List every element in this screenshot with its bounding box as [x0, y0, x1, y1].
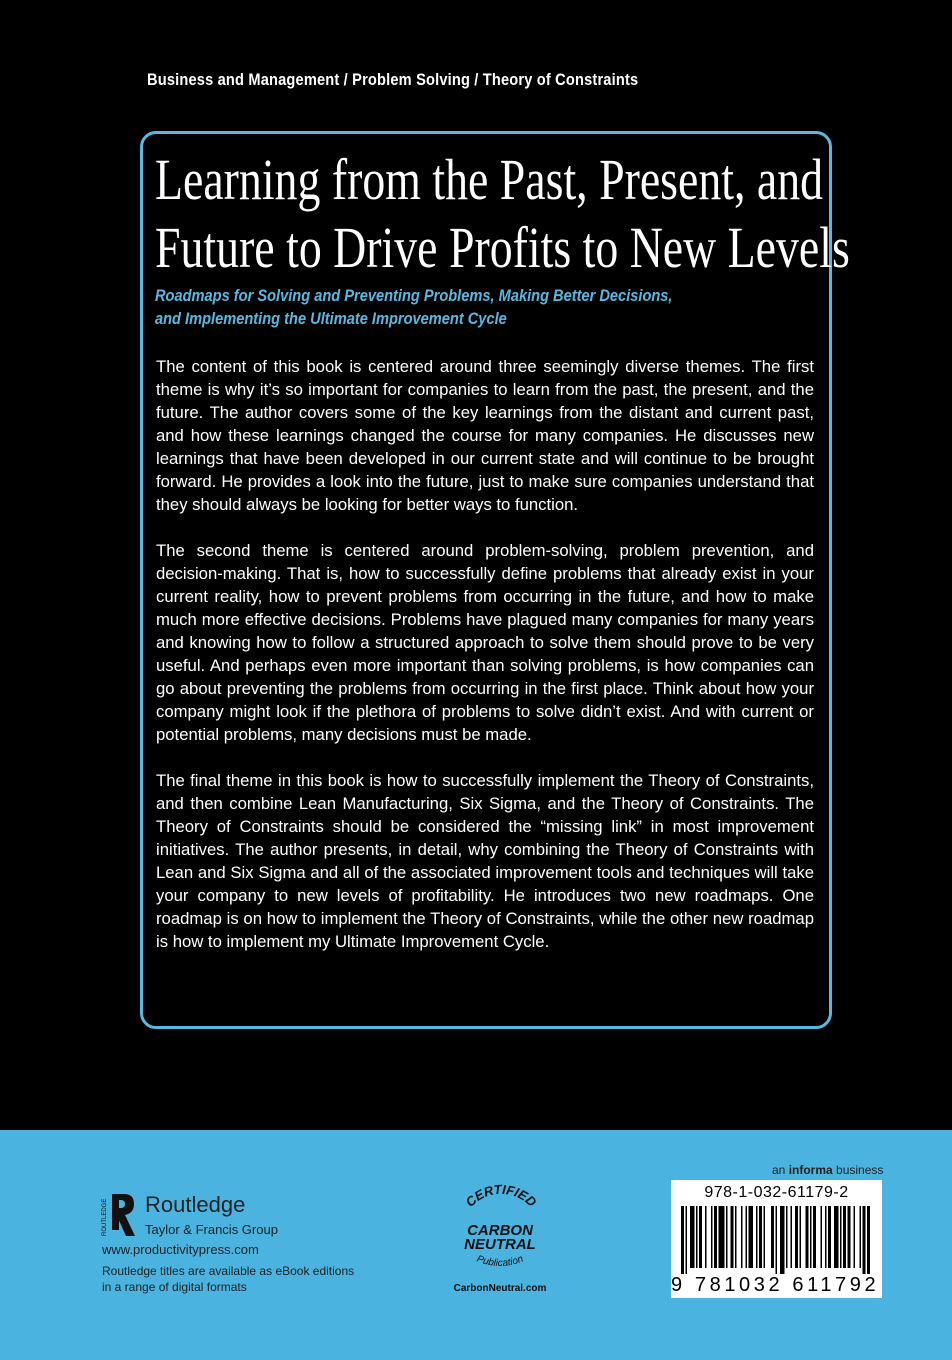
description: [156, 355, 814, 976]
barcode-bar: [686, 1206, 688, 1274]
barcode-bar: [776, 1206, 778, 1274]
barcode-bar: [759, 1206, 762, 1268]
carbon-word: CARBON: [467, 1222, 533, 1239]
barcode-bar: [813, 1206, 816, 1268]
barcode-bar: [806, 1206, 809, 1268]
barcode-bar: [705, 1206, 707, 1268]
publisher-url[interactable]: www.productivitypress.com: [102, 1242, 259, 1257]
book-title: [155, 146, 850, 282]
barcode-bar: [696, 1206, 698, 1268]
barcode-bar: [714, 1206, 717, 1268]
publisher-group: Taylor & Francis Group: [145, 1222, 278, 1237]
description-paragraph-1: The content of this book is centered around three seemingly diverse themes. The first theme is why it’s so important for companies to learn from the past, the present, and the future. The author covers some of the key learnings from the distant and current past, and how these learnings changed the course for many companies. He discusses new learnings that have been developed in our current state and will continue to be brought forward. He provides a look into the future, just to make sure companies understand that they should always be looking for better ways to function.: [156, 357, 814, 514]
barcode-bar: [825, 1206, 827, 1268]
ebook-note-line-2: in a range of digital formats: [102, 1280, 247, 1294]
barcode-bars: [681, 1206, 873, 1274]
barcode-bar: [867, 1206, 870, 1274]
carbon-publication-text: Publication: [475, 1253, 525, 1270]
title-line-1: Learning from the Past, Present, and: [155, 147, 824, 212]
barcode-bar: [786, 1206, 788, 1268]
barcode-bar: [731, 1206, 734, 1268]
barcode-bar: [764, 1206, 766, 1268]
barcode-bar: [735, 1206, 737, 1268]
barcode-bar: [800, 1206, 802, 1268]
book-subtitle: [155, 284, 673, 330]
carbon-site-text: CarbonNeutral.com: [453, 1283, 547, 1294]
barcode-bar: [746, 1206, 748, 1268]
informa-suffix: business: [832, 1163, 884, 1177]
neutral-word: NEUTRAL: [464, 1236, 536, 1253]
barcode-bar: [711, 1206, 713, 1268]
routledge-vertical-mark: ROUTLEDGE: [102, 1198, 108, 1236]
routledge-r-icon: [100, 1190, 136, 1238]
svg-text:CERTIFIED: [462, 1183, 540, 1210]
barcode-bar: [690, 1206, 695, 1268]
barcode-bar: [681, 1206, 684, 1274]
barcode-bar: [726, 1206, 728, 1268]
barcode-bar: [843, 1206, 846, 1268]
isbn-number: 978-1-032-61179-2: [704, 1184, 849, 1201]
isbn-barcode: [671, 1180, 882, 1298]
barcode-bar: [810, 1206, 812, 1268]
description-paragraph-2: The second theme is centered around problem-solving, problem prevention, and decision-making. That is, how to successfully define problems that already exist in your current reality, how to prevent problems from occurring in the future, and how to make much more effective decisions. Problems have plagued many companies for many years and knowing how to follow a structured approach to solve them should prove to be very useful. And perhaps even more important than solving problems, is how companies can go about preventing the problems from occurring in the first place. Think about how your company might look if the plethora of problems to solve didn’t exist. And with current or potential problems, many decisions must be made.: [156, 541, 814, 744]
barcode-bar: [840, 1206, 842, 1268]
barcode-digits: 9 781032 611792: [671, 1274, 880, 1296]
barcode-bar: [791, 1206, 793, 1268]
barcode-bar: [719, 1206, 725, 1268]
category-line: Business and Management / Problem Solving / Theory of Constraints: [147, 70, 639, 89]
ebook-note-line-1: Routledge titles are available as eBook editions: [102, 1264, 355, 1278]
barcode-bar: [860, 1206, 862, 1268]
barcode-bar: [834, 1206, 839, 1268]
subtitle-line-1: Roadmaps for Solving and Preventing Problems, Making Better Decisions,: [155, 286, 673, 305]
svg-text:Publication: [475, 1253, 525, 1269]
title-line-2: Future to Drive Profits to New Levels: [155, 215, 850, 280]
barcode-bar: [821, 1206, 823, 1268]
informa-business-text: [772, 1163, 883, 1177]
barcode-bar: [756, 1206, 758, 1268]
barcode-bar: [771, 1206, 774, 1268]
barcode-bar: [749, 1206, 754, 1268]
barcode-bar: [854, 1206, 856, 1268]
barcode-bar: [863, 1206, 866, 1274]
barcode-bar: [848, 1206, 851, 1268]
ebook-note: [102, 1263, 354, 1295]
informa-brand: informa: [788, 1163, 833, 1177]
informa-prefix: an: [772, 1163, 789, 1177]
barcode-bar: [795, 1206, 798, 1268]
barcode-bar: [699, 1206, 702, 1268]
subtitle-line-2: and Implementing the Ultimate Improvement Cycle: [155, 309, 507, 328]
barcode-bar: [741, 1206, 743, 1268]
barcode-bar: [828, 1206, 831, 1268]
publisher-name: Routledge: [145, 1192, 246, 1217]
description-paragraph-3: The final theme in this book is how to successfully implement the Theory of Constraints, and then combine Lean Manufacturing, Six Sigma, and the Theory of Constraints. The Theory of Constraints should be considered the “missing link” in most improvement initiatives. The author presents, in detail, why combining the Theory of Constraints with Lean and Six Sigma and all of the associated improvement tools and techniques will take your company to new levels of profitability. He introduces two new roadmaps. One roadmap is on how to implement the Theory of Constraints, while the other new roadmap is how to implement my Ultimate Improvement Cycle.: [156, 771, 814, 951]
carbon-neutral-logo: [440, 1183, 560, 1298]
barcode-bar: [780, 1206, 785, 1274]
carbon-certified-text: CERTIFIED: [462, 1183, 540, 1210]
